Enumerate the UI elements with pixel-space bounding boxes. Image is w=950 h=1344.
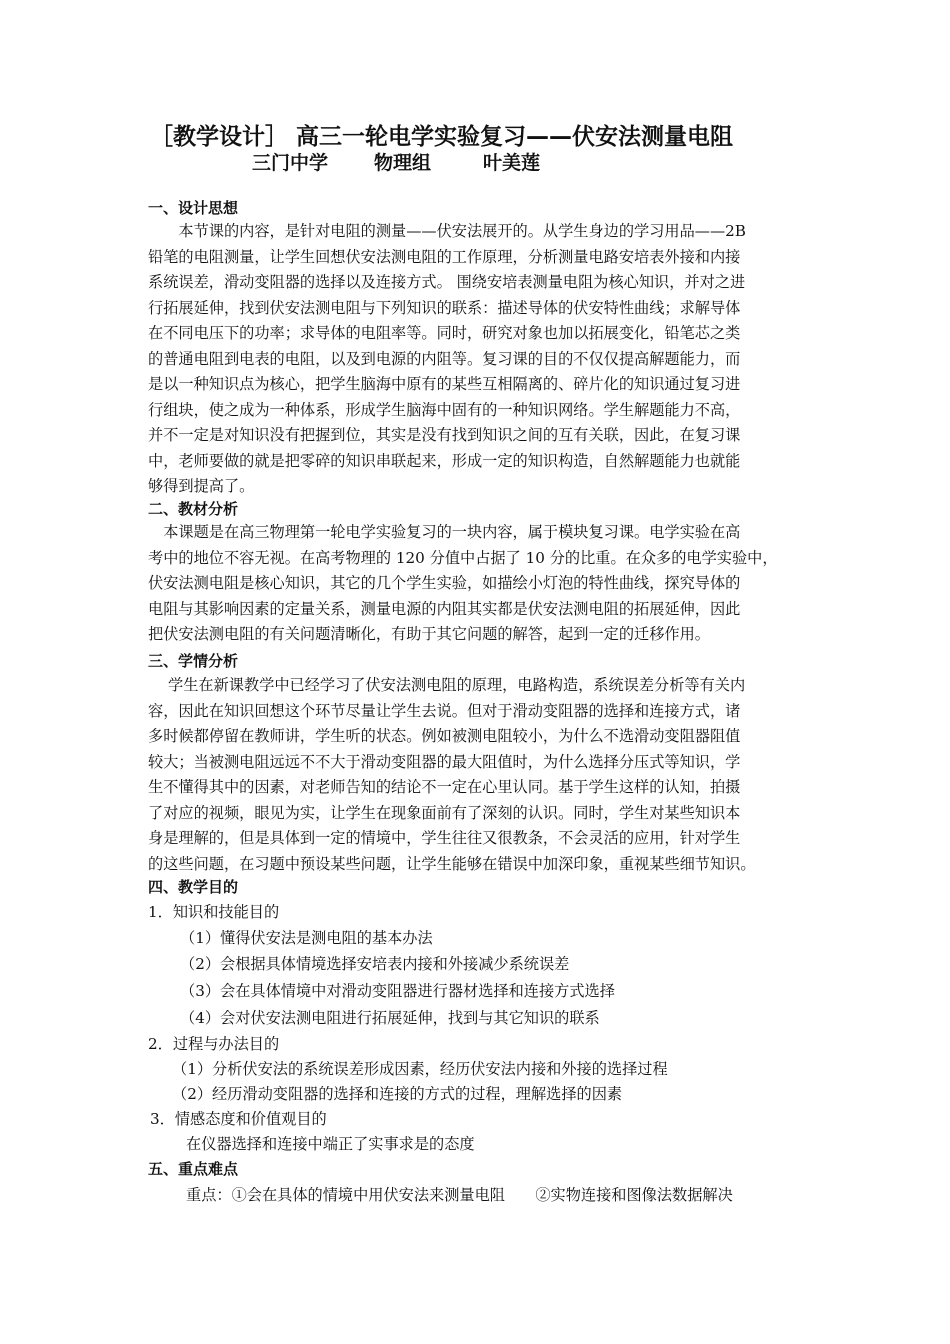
goal-item: （3）会在具体情境中对滑动变阻器进行器材选择和连接方式选择	[180, 982, 615, 1000]
school-name: 三门中学	[252, 152, 329, 174]
group-name: 物理组	[374, 152, 432, 174]
text-line: 行拓展延伸，找到伏安法测电阻与下列知识的联系：描述导体的伏安特性曲线；求解导体	[148, 298, 741, 317]
text-line: 铅笔的电阻测量，让学生回想伏安法测电阻的工作原理，分析测量电路安培表外接和内接	[148, 247, 741, 266]
goal-group-attitude: 3．情感态度和价值观目的	[150, 1110, 327, 1128]
text-line: 行组块，使之成为一种体系，形成学生脑海中固有的一种知识网络。学生解题能力不高，	[148, 400, 741, 419]
text-line: 够得到提高了。	[148, 477, 255, 495]
text-line: 是以一种知识点为核心，把学生脑海中原有的某些互相隔离的、碎片化的知识通过复习进	[148, 375, 741, 393]
text-line: 系统误差，滑动变阻器的选择以及连接方式。 围绕安培表测量电阻为核心知识，并对之进	[148, 273, 746, 291]
text-line: 并不一定是对知识没有把握到位，其实是没有找到知识之间的互有关联，因此，在复习课	[148, 426, 741, 444]
text-line: 学生在新课教学中已经学习了伏安法测电阻的原理，电路构造，系统误差分析等有关内	[148, 676, 746, 694]
goal-item: （1）分析伏安法的系统误差形成因素，经历伏安法内接和外接的选择过程	[172, 1060, 668, 1078]
text-line: 了对应的视频，眼见为实，让学生在现象面前有了深刻的认识。同时，学生对某些知识本	[148, 803, 741, 822]
goal-item: 在仪器选择和连接中端正了实事求是的态度	[186, 1135, 475, 1153]
goal-group-knowledge: 1．知识和技能目的	[148, 903, 280, 921]
section-heading-learners: 三、学情分析	[148, 652, 239, 670]
document-title: ［教学设计］ 高三一轮电学实验复习——伏安法测量电阻	[150, 124, 734, 150]
goal-item: （2）经历滑动变阻器的选择和连接的方式的过程，理解选择的因素	[172, 1085, 623, 1103]
section-heading-goals: 四、教学目的	[148, 878, 239, 896]
section-heading-focus: 五、重点难点	[148, 1160, 239, 1178]
text-line: 身是理解的，但是具体到一定的情境中，学生往往又很教条，不会灵活的应用，针对学生	[148, 829, 741, 847]
section-body-design	[148, 219, 810, 500]
goal-item: （1）懂得伏安法是测电阻的基本办法	[180, 929, 433, 947]
goal-item: （4）会对伏安法测电阻进行拓展延伸，找到与其它知识的联系	[180, 1009, 600, 1027]
section-body-materials	[148, 520, 810, 648]
text-line: 多时候都停留在教师讲，学生听的状态。例如被测电阻较小，为什么不选滑动变阻器阻值	[148, 727, 741, 745]
goal-item: （2）会根据具体情境选择安培表内接和外接减少系统误差	[180, 955, 570, 973]
text-line: 本课题是在高三物理第一轮电学实验复习的一块内容，属于模块复习课。电学实验在高	[148, 523, 741, 541]
text-line: 生不懂得其中的因素，对老师告知的结论不一定在心里认同。基于学生这样的认知，拍摄	[148, 778, 741, 796]
text-line: 中，老师要做的就是把零碎的知识串联起来，形成一定的知识构造，自然解题能力也就能	[148, 451, 741, 470]
text-line: 容，因此在知识回想这个环节尽量让学生去说。但对于滑动变阻器的选择和连接方式，诸	[148, 701, 741, 720]
section-heading-design: 一、设计思想	[148, 199, 239, 217]
author-name: 叶美莲	[483, 152, 541, 174]
goal-group-process: 2．过程与办法目的	[148, 1035, 280, 1053]
text-line: 把伏安法测电阻的有关问题清晰化，有助于其它问题的解答，起到一定的迁移作用。	[148, 625, 710, 643]
section-heading-materials: 二、教材分析	[148, 500, 239, 518]
text-line: 在不同电压下的功率；求导体的电阻率等。同时，研究对象也加以拓展变化，铅笔芯之类	[148, 324, 741, 342]
text-line: 的普通电阻到电表的电阻，以及到电源的内阻等。复习课的目的不仅仅提高解题能力，而	[148, 349, 741, 368]
text-line: 伏安法测电阻是核心知识，其它的几个学生实验，如描绘小灯泡的特性曲线，探究导体的	[148, 574, 741, 592]
text-line: 电阻与其影响因素的定量关系，测量电源的内阻其实都是伏安法测电阻的拓展延伸，因此	[148, 599, 741, 618]
focus-line: 重点：①会在具体的情境中用伏安法来测量电阻 ②实物连接和图像法数据解决	[186, 1186, 733, 1204]
section-body-learners	[148, 673, 810, 877]
author-byline	[252, 150, 540, 176]
text-line: 考中的地位不容无视。在高考物理的 120 分值中占据了 10 分的比重。在众多的电学实验中，	[148, 548, 778, 567]
text-line: 的这些问题，在习题中预设某些问题，让学生能够在错误中加深印象，重视某些细节知识。	[148, 854, 756, 873]
text-line: 本节课的内容，是针对电阻的测量——伏安法展开的。从学生身边的学习用品——2B	[148, 222, 746, 240]
text-line: 较大；当被测电阻远远不不大于滑动变阻器的最大阻值时，为什么选择分压式等知识，学	[148, 752, 741, 771]
